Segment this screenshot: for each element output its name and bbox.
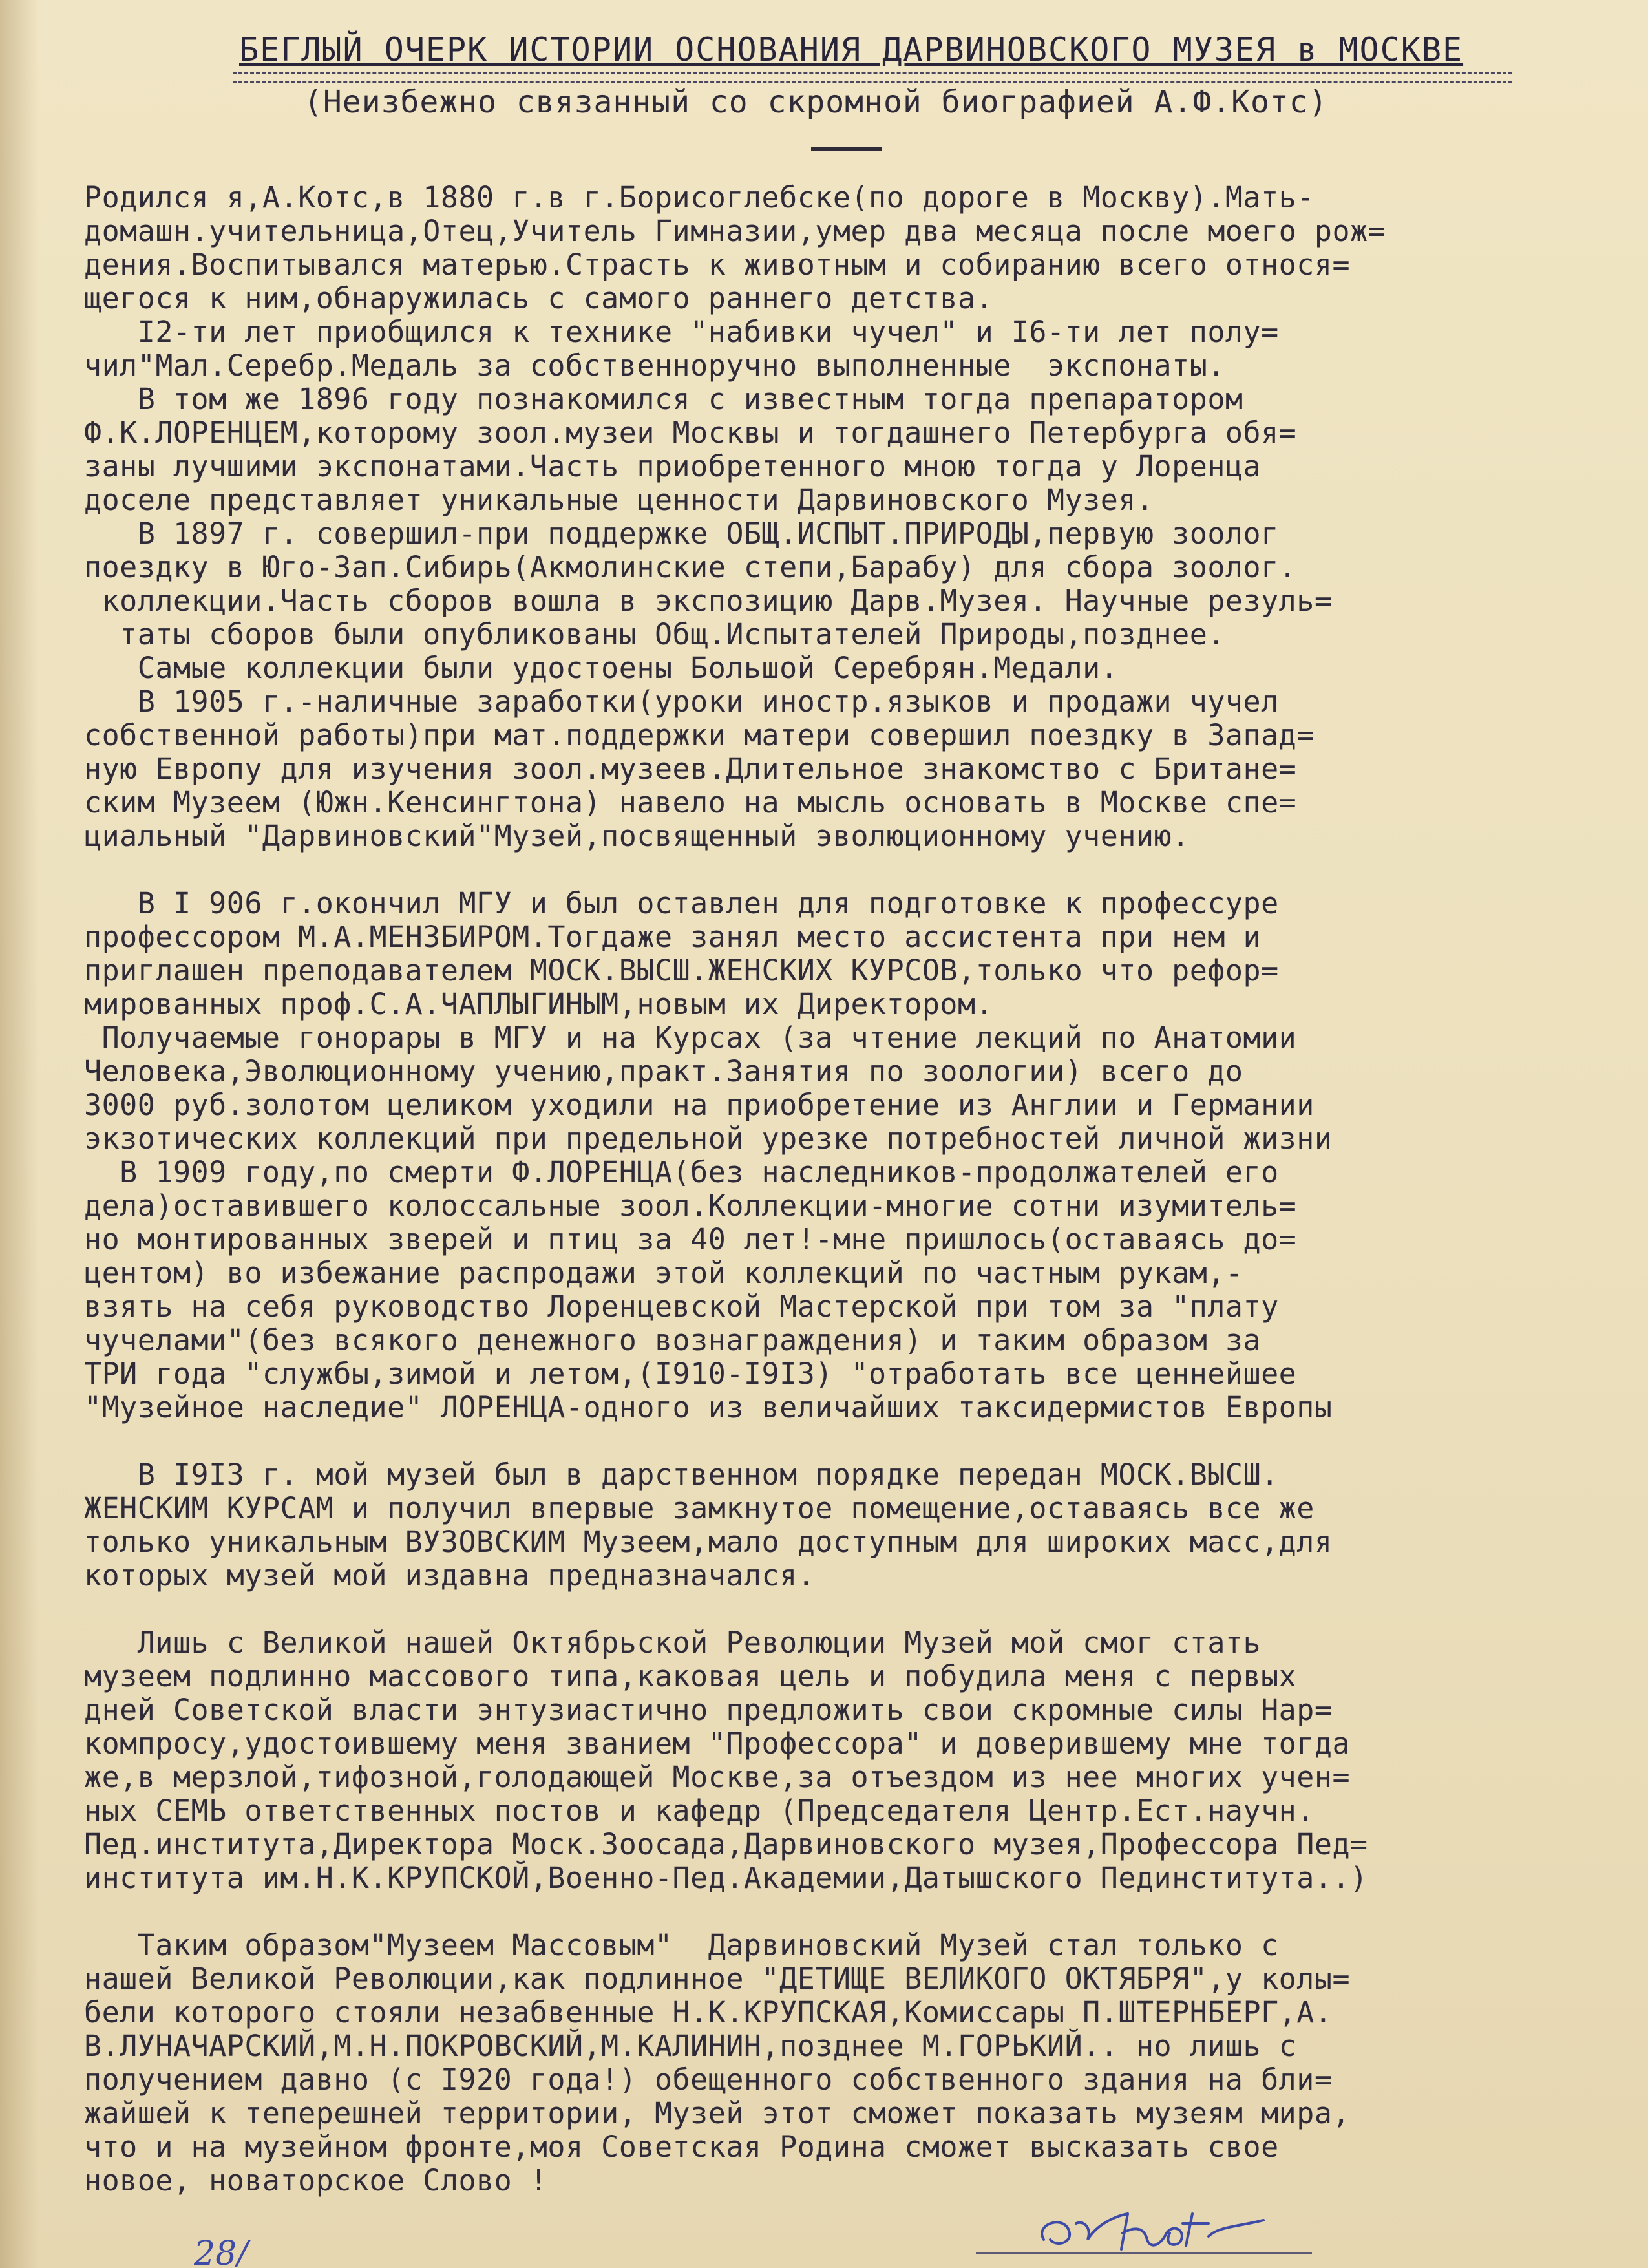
document-subtitle: (Неизбежно связанный со скромной биографией А.Ф.Котс) xyxy=(304,84,1328,120)
text-line: В 1897 г. совершил-при поддержке ОБЩ.ИСПЫТ.ПРИРОДЫ,первую зоолог xyxy=(84,516,1279,551)
text-line: чил"Мал.Серебр.Медаль за собственноручно выполненные экспонаты. xyxy=(84,348,1225,383)
text-line: Родился я,А.Котс,в 1880 г.в г.Борисоглебске(по дороге в Москву).Мать- xyxy=(84,180,1315,215)
paragraph-gap xyxy=(84,1895,1609,1929)
text-line: домашн.учительница,Отец,Учитель Гимназии,умер два месяца после моего рож= xyxy=(84,214,1386,248)
text-line: ных СЕМЬ ответственных постов и кафедр (Председателя Центр.Ест.научн. xyxy=(84,1794,1315,1828)
text-line: таты сборов были опубликованы Общ.Испытателей Природы,позднее. xyxy=(84,617,1225,652)
text-line: Человека,Эволюционному учению,практ.Занятия по зоологии) всего до xyxy=(84,1054,1243,1088)
text-line: центом) во избежание распродажи этой коллекций по частным рукам,- xyxy=(84,1256,1243,1290)
text-line: приглашен преподавателем МОСК.ВЫСШ.ЖЕНСКИХ КУРСОВ,только что рефор= xyxy=(84,953,1279,988)
text-line: щегося к ним,обнаружилась с самого раннего детства. xyxy=(84,281,994,315)
text-line: В I9I3 г. мой музей был в дарственном порядке передан МОСК.ВЫСШ. xyxy=(84,1457,1279,1492)
text-line: же,в мерзлой,тифозной,голодающей Москве,за отъездом из нее многих учен= xyxy=(84,1760,1351,1794)
text-line: ТРИ года "службы,зимой и летом,(I910-I9I3) "отработать все ценнейшее xyxy=(84,1357,1297,1391)
text-line: экзотических коллекций при предельной урезке потребностей личной жизни xyxy=(84,1121,1333,1156)
text-line: В I 906 г.окончил МГУ и был оставлен для подготовке к профессуре xyxy=(84,886,1279,920)
text-line: собственной работы)при мат.поддержки матери совершил поездку в Запад= xyxy=(84,718,1315,752)
text-line: "Музейное наследие" ЛОРЕНЦА-одного из величайших таксидермистов Европы xyxy=(84,1390,1333,1425)
text-line: доселе представляет уникальные ценности Дарвиновского Музея. xyxy=(84,483,1154,517)
text-line: ЖЕНСКИМ КУРСАМ и получил впервые замкнутое помещение,оставаясь все же xyxy=(84,1491,1315,1525)
text-line: Лишь с Великой нашей Октябрьской Революции Музей мой смог стать xyxy=(84,1626,1262,1660)
text-line: музеем подлинно массового типа,каковая цель и побудила меня с первых xyxy=(84,1659,1297,1693)
text-line: Таким образом"Музеем Массовым" Дарвиновский Музей стал только с xyxy=(84,1928,1279,1962)
date-fragment-text: 28/ xyxy=(194,2236,248,2267)
section-dash xyxy=(811,147,882,151)
text-line: В 1905 г.-наличные заработки(уроки иностр.языков и продажи чучел xyxy=(84,684,1279,719)
text-line: но монтированных зверей и птиц за 40 лет!-мне пришлось(оставаясь до= xyxy=(84,1222,1297,1256)
text-line: заны лучшими экспонатами.Часть приобретенного мною тогда у Лоренца xyxy=(84,449,1262,483)
text-line: только уникальным ВУЗОВСКИМ Музеем,мало доступным для широких масс,для xyxy=(84,1525,1333,1559)
signature-line xyxy=(976,2252,1312,2254)
text-line: новое, новаторское Слово ! xyxy=(84,2163,548,2198)
text-line: жайшей к теперешней территории, Музей этот сможет показать музеям мира, xyxy=(84,2096,1351,2130)
text-line: В.ЛУНАЧАРСКИЙ,М.Н.ПОКРОВСКИЙ,М.КАЛИНИН,позднее М.ГОРЬКИЙ.. но лишь с xyxy=(84,2029,1297,2063)
text-line: нашей Великой Революции,как подлинное "ДЕТИЩЕ ВЕЛИКОГО ОКТЯБРЯ",у колы= xyxy=(84,1962,1351,1996)
text-line: дней Советской власти энтузиастично предложить свои скромные силы Нар= xyxy=(84,1693,1333,1727)
text-line: компросу,удостоившему меня званием "Профессора" и доверившему мне тогда xyxy=(84,1726,1351,1761)
date-handwritten xyxy=(194,2236,388,2267)
text-line: профессором М.А.МЕНЗБИРОМ.Тогдаже занял место ассистента при нем и xyxy=(84,920,1262,954)
text-line: ную Европу для изучения зоол.музеев.Длительное знакомство с Британе= xyxy=(84,752,1297,786)
paragraph-gap xyxy=(84,1593,1609,1626)
text-line: Пед.института,Директора Моск.Зоосада,Дарвиновского музея,Профессора Пед= xyxy=(84,1827,1368,1861)
text-line: циальный "Дарвиновский"Музей,посвященный эволюционному учению. xyxy=(84,819,1190,853)
text-line: чучелами"(без всякого денежного вознаграждения) и таким образом за xyxy=(84,1323,1262,1357)
paragraph-gap xyxy=(84,1425,1609,1458)
text-line: института им.Н.К.КРУПСКОЙ,Военно-Пед.Академии,Датышского Пединститута..) xyxy=(84,1861,1368,1895)
text-line: Ф.К.ЛОРЕНЦЕМ,которому зоол.музеи Москвы и тогдашнего Петербурга обя= xyxy=(84,416,1297,450)
text-line: дения.Воспитывался матерью.Страсть к животным и собиранию всего относя= xyxy=(84,248,1351,282)
text-line: ским Музеем (Южн.Кенсингтона) навело на мысль основать в Москве спе= xyxy=(84,785,1297,820)
text-line: Самые коллекции были удостоены Большой Серебрян.Медали. xyxy=(84,651,1119,685)
text-line: дела)оставившего колоссальные зоол.Коллекции-многие сотни изумитель= xyxy=(84,1189,1297,1223)
text-line: получением давно (с I920 года!) обещенного собственного здания на бли= xyxy=(84,2062,1333,2097)
text-line: которых музей мой издавна предназначался. xyxy=(84,1558,816,1593)
paragraph-gap xyxy=(84,853,1609,887)
document-title: БЕГЛЫЙ ОЧЕРК ИСТОРИИ ОСНОВАНИЯ ДАРВИНОВСКОГО МУЗЕЯ в МОСКВЕ xyxy=(239,31,1464,69)
text-line: В 1909 году,по смерти Ф.ЛОРЕНЦА(без наследников-продолжателей его xyxy=(84,1155,1279,1189)
text-line: поездку в Юго-Зап.Сибирь(Акмолинские степи,Барабу) для сбора зоолог. xyxy=(84,550,1297,584)
text-line: 3000 руб.золотом целиком уходили на приобретение из Англии и Германии xyxy=(84,1088,1315,1122)
document-body xyxy=(84,181,1609,2198)
text-line: взять на себя руководство Лоренцевской Мастерской при том за "плату xyxy=(84,1289,1279,1324)
text-line: коллекции.Часть сборов вошла в экспозицию Дарв.Музея. Научные резуль= xyxy=(84,584,1333,618)
text-line: I2-ти лет приобщился к технике "набивки чучел" и I6-ти лет полу= xyxy=(84,315,1279,349)
text-line: бели которого стояли незабвенные Н.К.КРУПСКАЯ,Комиссары П.ШТЕРНБЕРГ,А. xyxy=(84,1995,1333,2030)
text-line: В том же 1896 году познакомился с известным тогда препаратором xyxy=(84,382,1243,416)
text-line: что и на музейном фронте,моя Советская Родина сможет высказать свое xyxy=(84,2130,1279,2164)
text-line: мированных проф.С.А.ЧАПЛЫГИНЫМ,новым их Директором. xyxy=(84,987,994,1021)
text-line: Получаемые гонорары в МГУ и на Курсах (за чтение лекций по Анатомии xyxy=(84,1021,1297,1055)
title-double-rule xyxy=(233,72,1512,83)
